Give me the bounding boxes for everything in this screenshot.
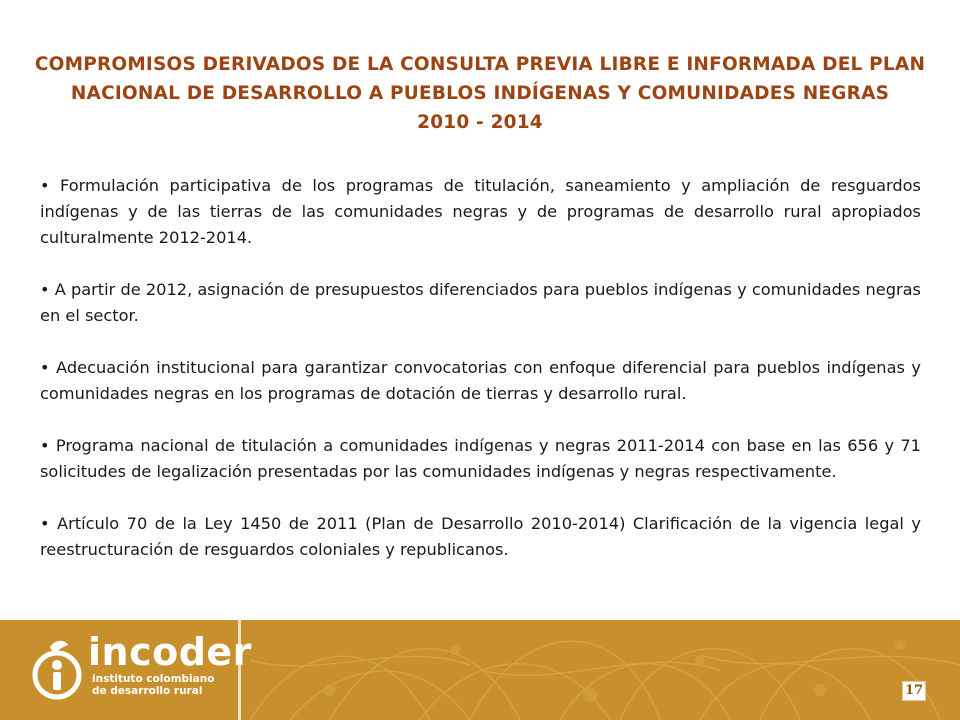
list-item: • Formulación participativa de los programas de titulación, saneamiento y ampliación de resguardos indígenas y de las tierras de las comunidades negras y de programas de desarrollo rural apropiados culturalmente 2012-2014. — [40, 173, 921, 251]
title-line-3: 2010 - 2014 — [417, 112, 543, 133]
title-line-2: NACIONAL DE DESARROLLO A PUEBLOS INDÍGENAS Y COMUNIDADES NEGRAS — [70, 83, 890, 104]
logo-subtitle-line-2: de desarrollo rural — [92, 685, 203, 697]
list-item: • Adecuación institucional para garantizar convocatorias con enfoque diferencial para pueblos indígenas y comunidades negras en los programas de dotación de tierras y desarrollo rural. — [40, 355, 921, 407]
page-number: 17 — [902, 681, 926, 701]
list-item: • Artículo 70 de la Ley 1450 de 2011 (Plan de Desarrollo 2010-2014) Clarificación de la vigencia legal y reestructuración de resguardos coloniales y republicanos. — [40, 511, 921, 563]
logo-subtitle — [92, 673, 214, 697]
incoder-logo-icon — [30, 635, 84, 705]
logo-subtitle-line-1: instituto colombiano — [92, 673, 215, 685]
list-item: • A partir de 2012, asignación de presupuestos diferenciados para pueblos indígenas y comunidades negras en el sector. — [40, 277, 921, 329]
list-item: • Programa nacional de titulación a comunidades indígenas y negras 2011-2014 con base en las 656 y 71 solicitudes de legalización presentadas por las comunidades indígenas y negras respectivamente. — [40, 433, 921, 485]
title-line-1: COMPROMISOS DERIVADOS DE LA CONSULTA PREVIA LIBRE E INFORMADA DEL PLAN — [34, 54, 926, 75]
logo-wordmark: incoder — [88, 630, 252, 674]
commitments-list — [40, 173, 921, 563]
footer-band — [0, 620, 960, 720]
slide-title — [20, 50, 940, 137]
